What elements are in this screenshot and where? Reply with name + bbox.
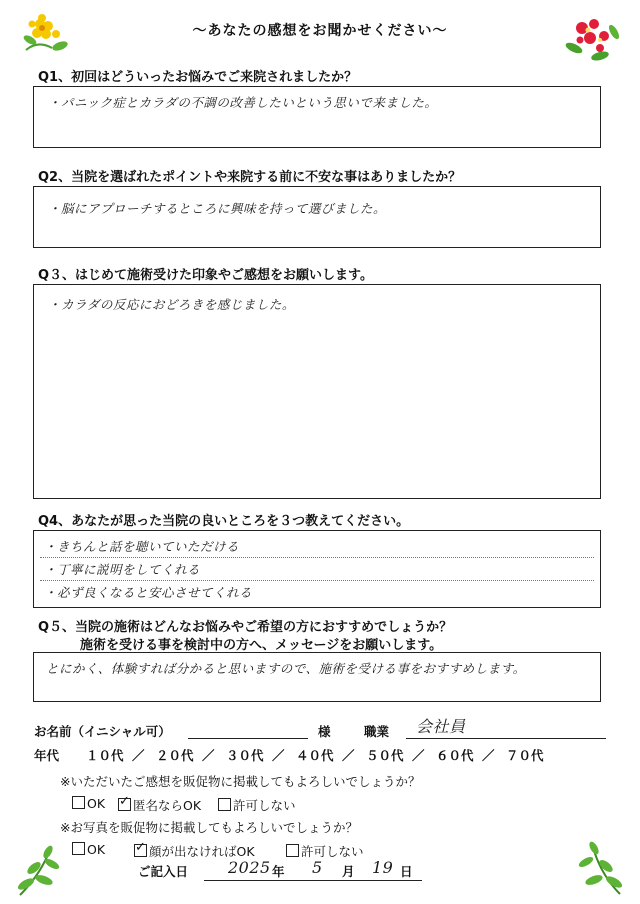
date-label: ご記入日 (138, 864, 189, 879)
age-separator: ／ (202, 748, 215, 763)
name-label: お名前（イニシャル可） (34, 724, 171, 739)
age-separator: ／ (272, 748, 285, 763)
question-4-answer-2: ・丁寧に説明をしてくれる (44, 562, 201, 577)
question-5-label-line2: 施術を受ける事を検討中の方へ、メッセージをお願いします。 (80, 638, 443, 653)
age-separator: ／ (482, 748, 495, 763)
age-option-30s[interactable]: ３０代 (226, 748, 264, 763)
question-5-answer-text: とにかく、体験すれば分かると思いますので、施術を受ける事をおすすめします。 (46, 661, 526, 676)
age-separator: ／ (132, 748, 145, 763)
date-month-value: 5 (312, 858, 323, 877)
consent-1-option-ok[interactable]: OK (72, 796, 105, 811)
question-5-answer-box[interactable] (33, 652, 601, 702)
age-option-50s[interactable]: ５０代 (366, 748, 404, 763)
answer-divider (40, 557, 594, 558)
age-separator: ／ (412, 748, 425, 763)
age-label: 年代 (34, 748, 60, 763)
sama-label: 様 (318, 724, 331, 739)
date-year-unit: 年 (272, 864, 285, 879)
question-1-label: Q1、初回はどういったお悩みでご来院されましたか？ (38, 70, 358, 85)
job-input-line[interactable] (406, 738, 606, 739)
question-1-answer-text: ・パニック症とカラダの不調の改善したいという思いで来ました。 (48, 95, 438, 110)
consent-1-option-anonymous-ok[interactable]: ✓ 匿名ならOK (118, 796, 201, 814)
checkbox[interactable] (72, 842, 85, 855)
question-2-answer-text: ・脳にアプローチするところに興味を持って選びました。 (48, 201, 387, 216)
checkbox-checked[interactable] (134, 844, 147, 857)
page-title: 〜あなたの感想をお聞かせください〜 (192, 23, 448, 39)
question-4-label: Q4、あなたが思った当院の良いところを３つ教えてください。 (38, 514, 410, 529)
job-value: 会社員 (416, 717, 466, 736)
consent-2-option-ok[interactable]: OK (72, 842, 105, 857)
question-2-label: Q2、当院を選ばれたポイントや来院する前に不安な事はありましたか？ (38, 170, 462, 185)
date-day-unit: 日 (400, 864, 413, 879)
question-2-answer-box[interactable] (33, 186, 601, 248)
checkbox[interactable] (72, 796, 85, 809)
date-year-value: 2025 (228, 858, 271, 877)
age-option-10s[interactable]: １０代 (86, 748, 124, 763)
name-input-line[interactable] (188, 738, 308, 739)
age-separator: ／ (342, 748, 355, 763)
checkbox[interactable] (286, 844, 299, 857)
question-5-label: Q５、当院の施術はどんなお悩みやご希望の方におすすめでしょうか？ (38, 620, 453, 635)
answer-divider (40, 580, 594, 581)
question-3-answer-text: ・カラダの反応におどろきを感じました。 (48, 297, 295, 312)
question-3-answer-box[interactable] (33, 284, 601, 499)
consent-1-question: ※いただいたご感想を販促物に掲載してもよろしいでしょうか？ (60, 774, 421, 789)
consent-1-option-not-allowed[interactable]: 許可しない (218, 796, 296, 814)
date-month-unit: 月 (342, 864, 355, 879)
job-label: 職業 (364, 724, 390, 739)
date-input-line[interactable] (204, 880, 422, 881)
question-4-answer-1: ・きちんと話を聴いていただける (44, 539, 240, 554)
leaf-decoration-right-icon (566, 836, 630, 898)
age-option-70s[interactable]: ７０代 (506, 748, 544, 763)
date-day-value: 19 (372, 858, 394, 877)
consent-2-option-not-allowed[interactable]: 許可しない (286, 842, 364, 860)
checkbox[interactable] (218, 798, 231, 811)
age-option-20s[interactable]: ２０代 (156, 748, 194, 763)
checkbox-checked[interactable] (118, 798, 131, 811)
consent-2-question: ※お写真を販促物に掲載してもよろしいでしょうか？ (60, 820, 358, 835)
question-4-answer-box[interactable] (33, 530, 601, 608)
question-4-answer-3: ・必ず良くなると安心させてくれる (44, 585, 253, 600)
question-3-label: Q３、はじめて施術受けた印象やご感想をお願いします。 (38, 268, 374, 283)
age-option-40s[interactable]: ４０代 (296, 748, 334, 763)
leaf-decoration-left-icon (10, 840, 74, 900)
age-option-60s[interactable]: ６０代 (436, 748, 474, 763)
question-1-answer-box[interactable] (33, 86, 601, 148)
consent-2-option-no-face-ok[interactable]: ✓ 顔が出なければOK (134, 842, 255, 860)
